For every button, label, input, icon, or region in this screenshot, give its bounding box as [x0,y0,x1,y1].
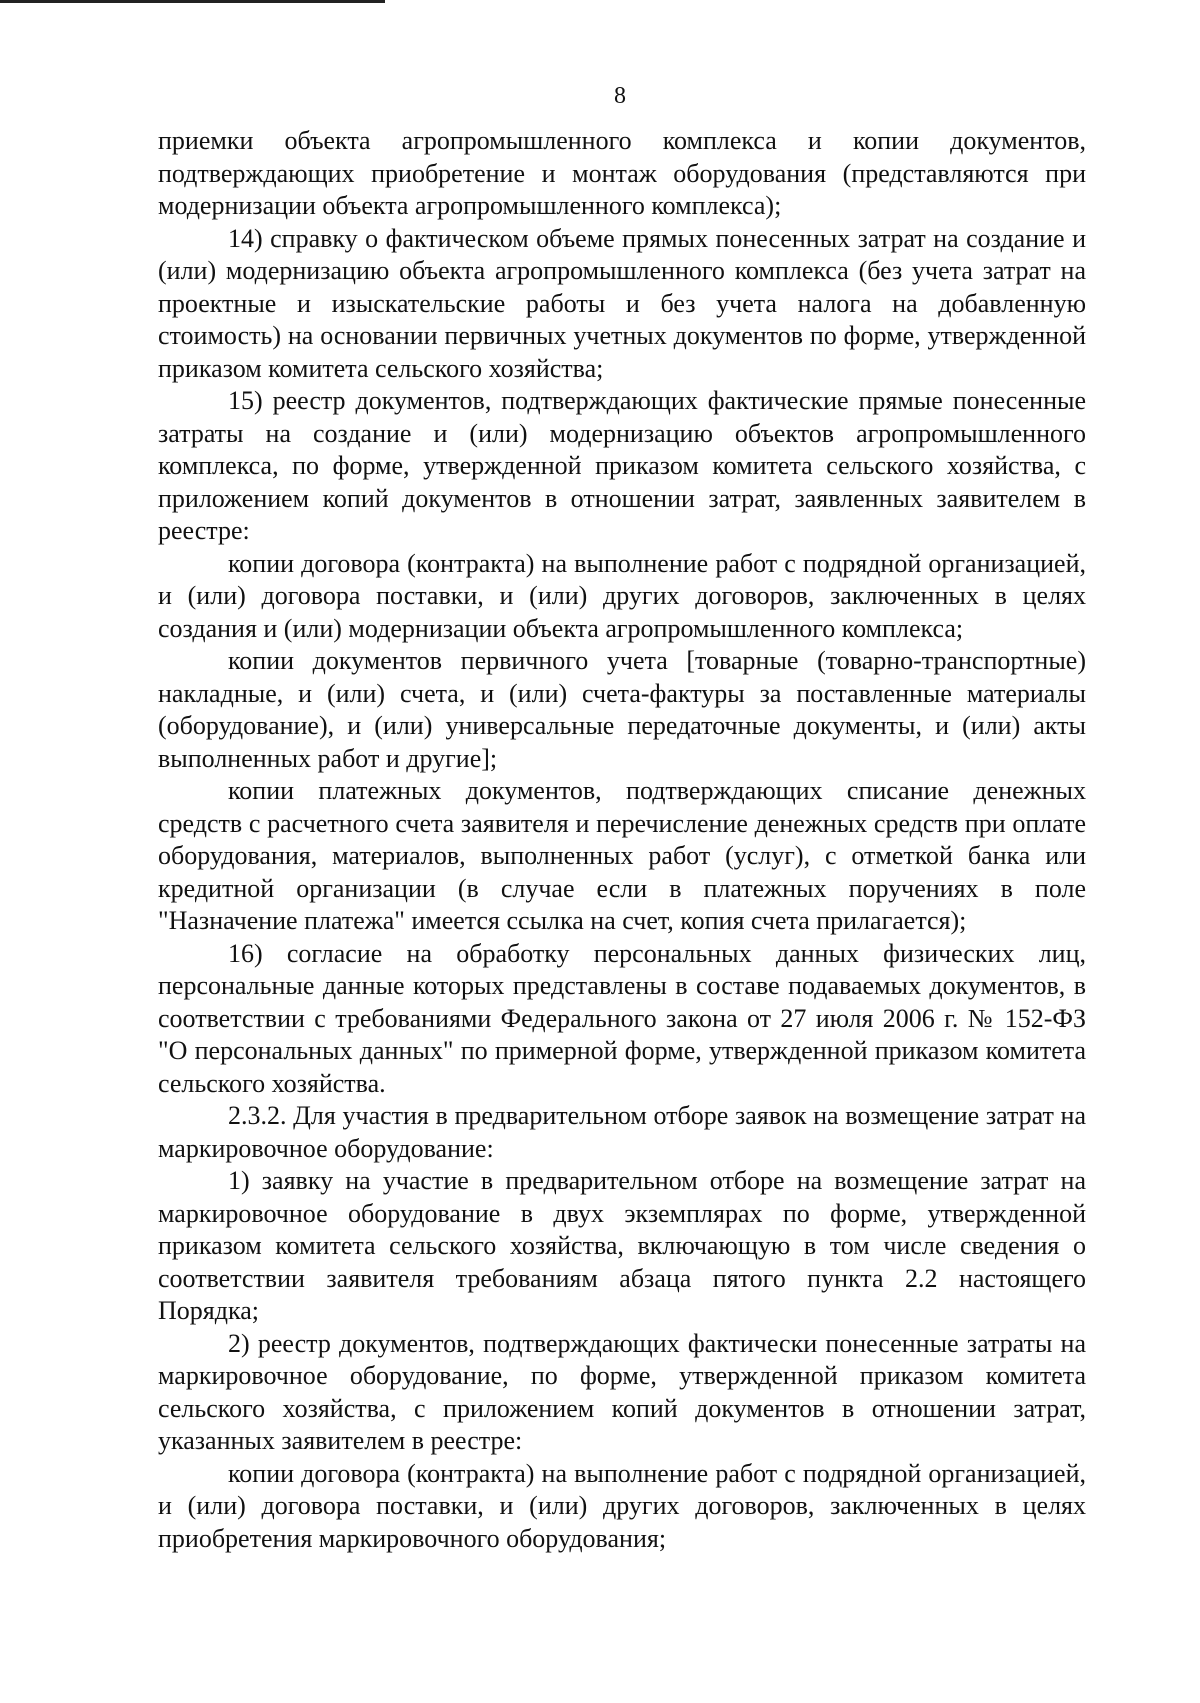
paragraph: 1) заявку на участие в предварительном отборе на возмещение затрат на маркировочное оборудование в двух экземплярах по форме, утвержденной приказом комитета сельского хозяйства, включающую в том числе сведения о соответствии заявителя требованиям абзаца пятого пункта 2.2 настоящего Порядка; [158,1166,1086,1325]
paragraph: 15) реестр документов, подтверждающих фактические прямые понесенные затраты на создание и (или) модернизацию объектов агропромышленного комплекса, по форме, утвержденной приказом комитета сельского хозяйства, с приложением копий документов в отношении затрат, заявленных заявителем в реестре: [158,386,1086,545]
paragraph: 14) справку о фактическом объеме прямых понесенных затрат на создание и (или) модернизацию объекта агропромышленного комплекса (без учета затрат на проектные и изыскательские работы и без учета налога на добавленную стоимость) на основании первичных учетных документов по форме, утвержденной приказом комитета сельского хозяйства; [158,223,1086,383]
paragraph: копии документов первичного учета [товарные (товарно-транспортные) накладные, и (или) счета, и (или) счета-фактуры за поставленные материалы (оборудование), и (или) универсальные передаточные документы, и (или) акты выполненных работ и другие]; [158,646,1086,773]
paragraph: 16) согласие на обработку персональных данных физических лиц, персональные данные которых представлены в составе подаваемых документов, в соответствии с требованиями Федерального закона от 27 июля 2006 г. № 152-ФЗ "О персональных данных" по примерной форме, утвержденной приказом комитета сельского хозяйства. [158,938,1086,1098]
paragraph: копии платежных документов, подтверждающих списание денежных средств с расчетного счета заявителя и перечисление денежных средств при оплате оборудования, материалов, выполненных работ (услуг), с отметкой банка или кредитной организации (в случае если в платежных поручениях в поле "Назначение платежа" имеется ссылка на счет, копия счета прилагается); [158,776,1086,935]
paragraph: копии договора (контракта) на выполнение работ с подрядной организацией, и (или) договора поставки, и (или) других договоров, заключенных в целях создания и (или) модернизации объекта агропромышленного комплекса; [158,548,1086,643]
scan-edge-rule [0,0,385,3]
paragraph: 2.3.2. Для участия в предварительном отборе заявок на возмещение затрат на маркировочное оборудование: [158,1101,1086,1163]
document-body [158,125,1086,1555]
paragraph: приемки объекта агропромышленного комплекса и копии документов, подтверждающих приобретение и монтаж оборудования (представляются при модернизации объекта агропромышленного комплекса); [158,126,1086,220]
paragraph: копии договора (контракта) на выполнение работ с подрядной организацией, и (или) договора поставки, и (или) других договоров, заключенных в целях приобретения маркировочного оборудования; [158,1458,1086,1553]
paragraph: 2) реестр документов, подтверждающих фактически понесенные затраты на маркировочное оборудование, по форме, утвержденной приказом комитета сельского хозяйства, с приложением копий документов в отношении затрат, указанных заявителем в реестре: [158,1328,1086,1455]
page-number: 8 [614,83,626,109]
